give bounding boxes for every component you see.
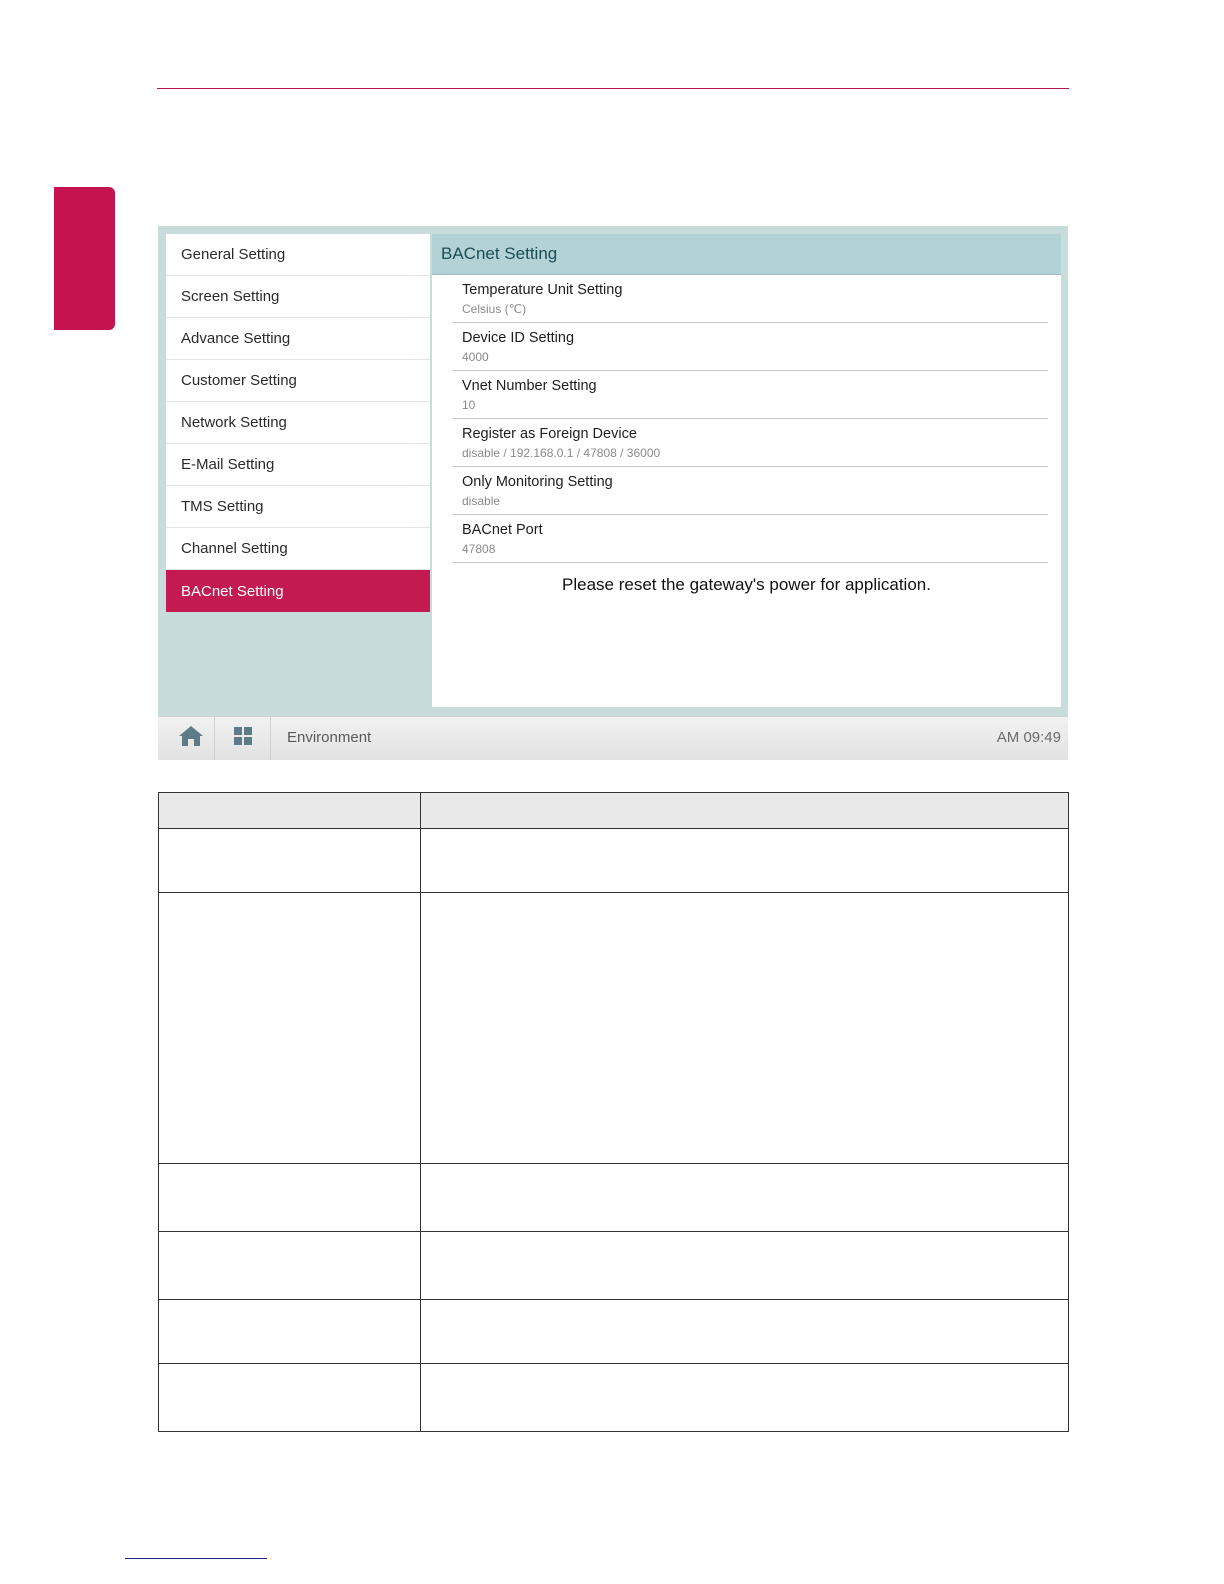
table-cell [421, 1232, 1069, 1300]
table-row [159, 1164, 1069, 1232]
setting-device-id[interactable] [452, 323, 1048, 371]
menu-item-label: General Setting [181, 246, 286, 263]
home-icon [178, 724, 204, 753]
reset-note: Please reset the gateway's power for application. [562, 575, 931, 594]
menu-item-advance[interactable] [166, 318, 430, 360]
table-header-cell [421, 793, 1069, 829]
setting-foreign-device[interactable] [452, 419, 1048, 467]
menu-item-label: BACnet Setting [181, 582, 284, 600]
setting-title: BACnet Port [462, 522, 543, 538]
table-row [159, 829, 1069, 893]
location-label: Environment [287, 729, 372, 746]
menu-item-general[interactable] [166, 234, 430, 276]
table-cell [421, 1164, 1069, 1232]
apps-button[interactable] [215, 717, 271, 760]
table-cell [421, 1364, 1069, 1432]
table-cell [159, 1232, 421, 1300]
settings-description-table [158, 792, 1069, 1432]
menu-item-label: Screen Setting [181, 288, 280, 305]
setting-value: 47808 [462, 542, 496, 556]
setting-title: Device ID Setting [462, 330, 575, 346]
menu-item-label: Channel Setting [181, 540, 288, 557]
setting-value: 10 [462, 398, 476, 412]
menu-item-label: Network Setting [181, 414, 287, 431]
settings-menu [166, 234, 430, 612]
table-cell [159, 1164, 421, 1232]
settings-panel [432, 234, 1061, 707]
setting-only-monitoring[interactable] [452, 467, 1048, 515]
table-row [159, 1300, 1069, 1364]
grid-icon [233, 726, 253, 751]
menu-item-network[interactable] [166, 402, 430, 444]
table-cell [421, 829, 1069, 893]
setting-title: Register as Foreign Device [462, 426, 637, 442]
section-tab [54, 187, 115, 330]
setting-temperature-unit[interactable] [452, 275, 1048, 323]
top-rule [157, 88, 1069, 89]
table-header-cell [159, 793, 421, 829]
menu-item-label: TMS Setting [181, 498, 264, 515]
clock: AM 09:49 [996, 729, 1061, 746]
panel-title: BACnet Setting [432, 234, 1061, 275]
menu-item-screen[interactable] [166, 276, 430, 318]
setting-title: Temperature Unit Setting [462, 282, 623, 298]
setting-value: disable / 192.168.0.1 / 47808 / 36000 [462, 446, 661, 460]
menu-item-label: Advance Setting [181, 330, 291, 347]
table-cell [421, 1300, 1069, 1364]
home-button[interactable] [168, 717, 215, 760]
table-row [159, 1364, 1069, 1432]
table-row [159, 893, 1069, 1164]
setting-title: Only Monitoring Setting [462, 474, 613, 490]
menu-item-label: E-Mail Setting [181, 456, 275, 473]
setting-bacnet-port[interactable] [452, 515, 1048, 563]
table-row [159, 1232, 1069, 1300]
table-cell [421, 893, 1069, 1164]
menu-item-tms[interactable] [166, 486, 430, 528]
device-screen [158, 226, 1068, 759]
menu-item-channel[interactable] [166, 528, 430, 570]
table-cell [159, 829, 421, 893]
setting-title: Vnet Number Setting [462, 378, 597, 394]
menu-item-label: Customer Setting [181, 372, 297, 389]
setting-value: Celsius (℃) [462, 302, 527, 316]
menu-item-customer[interactable] [166, 360, 430, 402]
menu-item-bacnet[interactable] [166, 570, 430, 612]
setting-list [452, 275, 1048, 563]
table-cell [159, 1300, 421, 1364]
menu-item-email[interactable] [166, 444, 430, 486]
footer-rule [125, 1558, 267, 1559]
status-bar [158, 716, 1068, 760]
setting-value: 4000 [462, 350, 489, 364]
setting-vnet-number[interactable] [452, 371, 1048, 419]
table-cell [159, 893, 421, 1164]
table-cell [159, 1364, 421, 1432]
setting-value: disable [462, 494, 501, 508]
table-header-row [159, 793, 1069, 829]
